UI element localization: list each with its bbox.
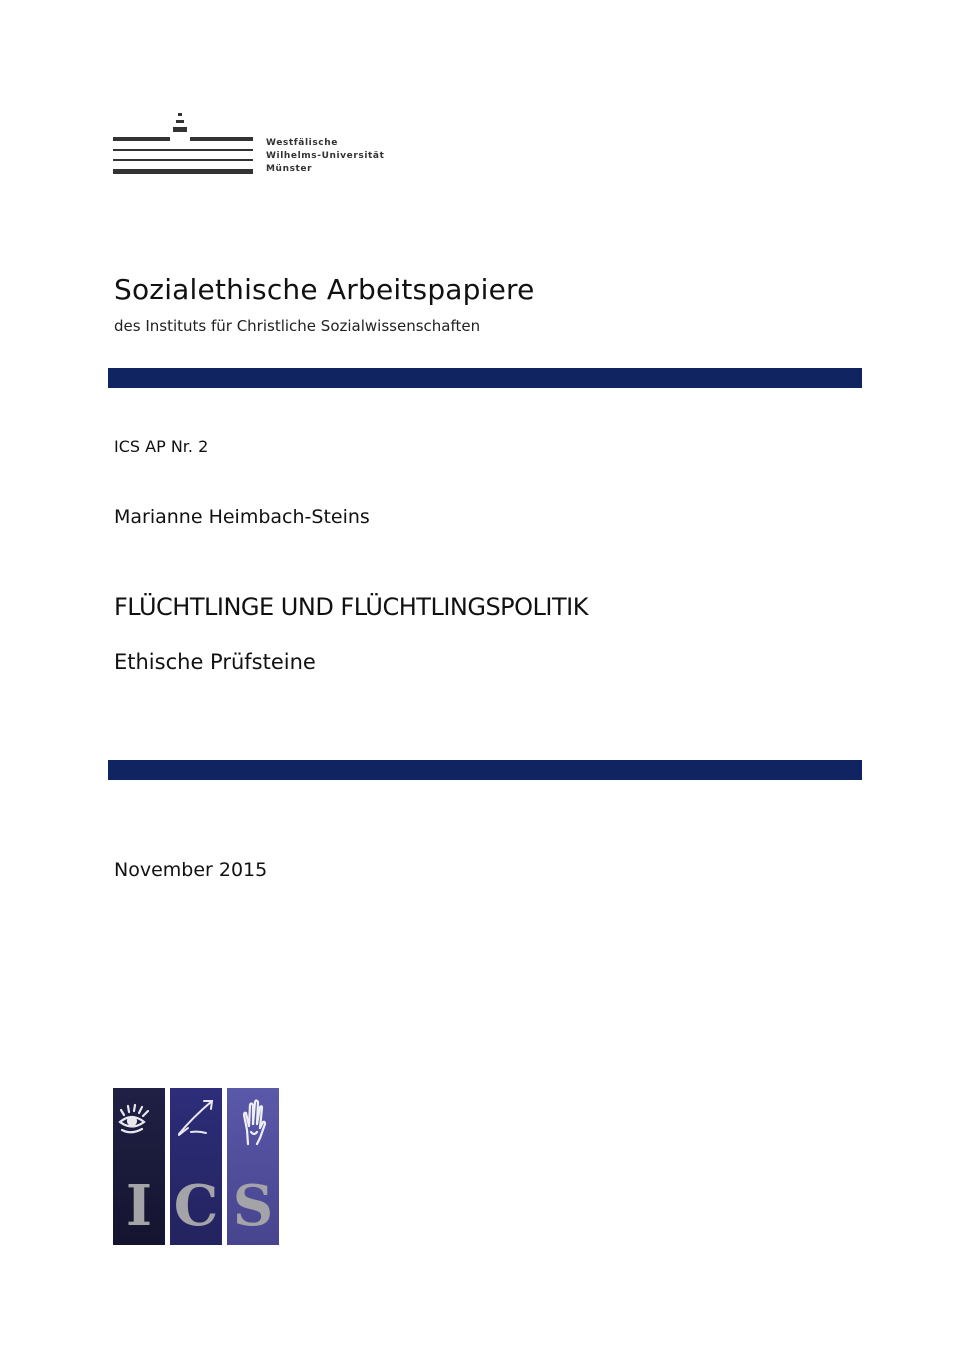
compass-arrow-icon xyxy=(170,1088,222,1168)
ics-panel-hand xyxy=(227,1088,279,1245)
top-divider-bar xyxy=(108,368,862,388)
series-subtitle: des Instituts für Christliche Sozialwissenschaften xyxy=(114,317,481,335)
publication-date: November 2015 xyxy=(114,859,268,881)
raised-hand-icon xyxy=(227,1088,279,1168)
university-name-line: Wilhelms-Universität xyxy=(266,151,385,161)
series-title: Sozialethische Arbeitspapiere xyxy=(114,273,535,306)
university-emblem-icon xyxy=(113,113,255,179)
university-logo xyxy=(113,113,403,179)
paper-title: FLÜCHTLINGE UND FLÜCHTLINGSPOLITIK xyxy=(114,593,588,621)
ics-logo xyxy=(113,1088,280,1245)
eye-icon xyxy=(113,1088,165,1168)
ics-panel-compass xyxy=(170,1088,222,1245)
paper-number: ICS AP Nr. 2 xyxy=(114,437,209,456)
author-name: Marianne Heimbach-Steins xyxy=(114,506,370,528)
university-name-line: Münster xyxy=(266,164,313,174)
university-name-line: Westfälische xyxy=(266,138,338,148)
ics-letter-i: I xyxy=(125,1173,153,1239)
ics-panel-eye xyxy=(113,1088,165,1245)
ics-letter-s: S xyxy=(232,1173,274,1239)
paper-subtitle: Ethische Prüfsteine xyxy=(114,650,316,674)
ics-letter-c: C xyxy=(173,1173,219,1239)
university-name xyxy=(266,137,385,176)
bottom-divider-bar xyxy=(108,760,862,780)
